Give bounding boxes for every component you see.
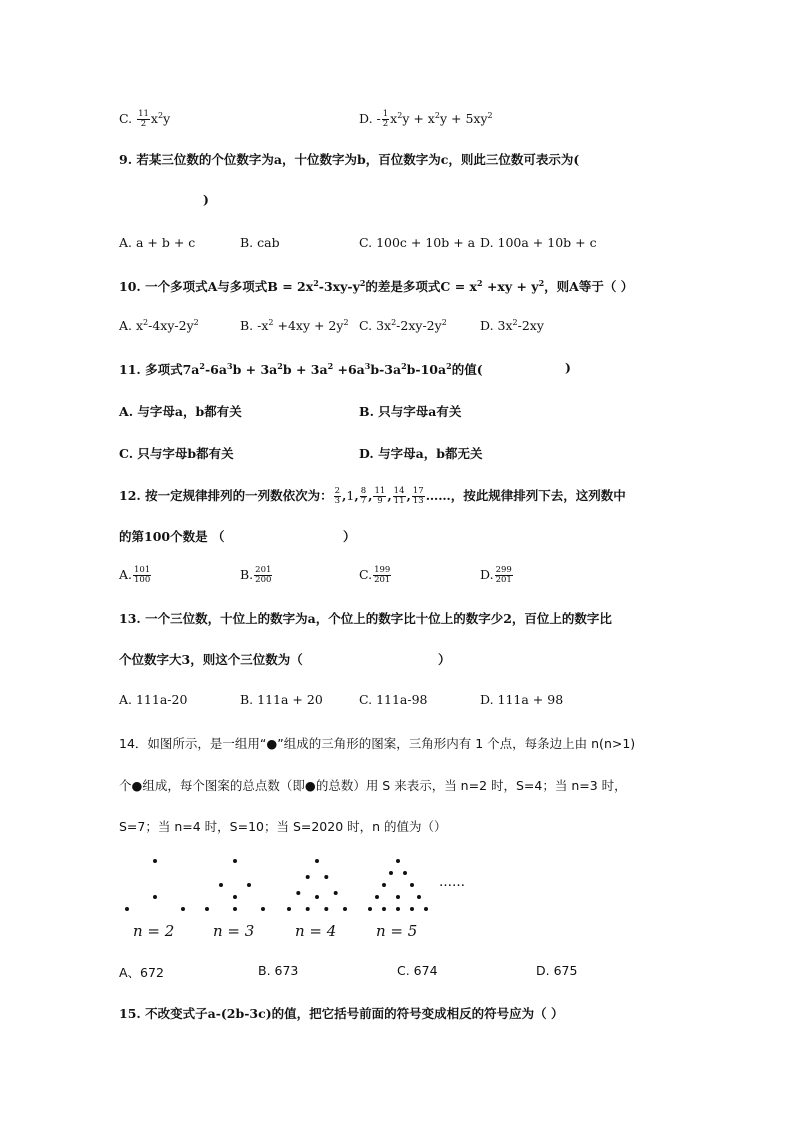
dot-n4-7	[306, 907, 310, 911]
q11-option-d: D. 与字母a，b都无关	[359, 446, 483, 461]
q8-c-fraction: $\frac{11}{2}$	[138, 109, 149, 129]
q9-option-a: A. a + b + c	[119, 235, 196, 250]
q10-option-c: C. $3x^2-2xy-2y^2$	[359, 318, 447, 333]
q8-option-c: C. $\frac{11}{2}$ $x^2y$	[119, 109, 171, 129]
q14-ellipsis: ……	[439, 875, 465, 890]
q12-option-a: A. $\frac{101}{100}$	[119, 565, 151, 585]
dot-n3-5	[233, 907, 237, 911]
q15-stem: 15. 不改变式子a-(2b-3c)的值，把它括号前面的符号变成相反的符号应为（ ）	[119, 1006, 564, 1021]
q10-stem: 10. 一个多项式A与多项式$B = 2x^2-3xy-y^2$的差是多项式$C = x^2 +xy + y^2$，则A等于（ ）	[119, 278, 634, 294]
dot-n3-4	[261, 907, 265, 911]
dot-n4-2	[296, 891, 300, 895]
dot-n5-12	[396, 895, 400, 899]
dot-n5-5	[403, 871, 407, 875]
q11-option-a: A. 与字母a，b都有关	[119, 404, 242, 419]
q13-option-c: C. 111a-98	[359, 692, 428, 707]
q10-option-d: D. $3x^2-2xy$	[480, 318, 544, 333]
dot-n5-9	[382, 907, 386, 911]
q11-close-paren: )	[565, 360, 571, 375]
q12-option-d: D. $\frac{299}{201}$	[480, 565, 512, 585]
q14-line3: S=7；当 n=4 时，S=10；当 S=2020 时，n 的值为（）	[119, 819, 447, 834]
dot-n5-0	[396, 859, 400, 863]
q12-option-c: C. $\frac{199}{201}$	[359, 565, 391, 585]
q14-line2: 个●组成，每个图案的总点数（即●的总数）用 S 来表示，当 n=2 时，S=4；当 n=3 时，	[119, 778, 627, 793]
dot-n5-11	[410, 907, 414, 911]
dot-n2-2	[181, 907, 185, 911]
dot-n5-4	[368, 907, 372, 911]
dot-n4-0	[315, 859, 319, 863]
q9-option-b: B. cab	[240, 235, 280, 250]
q14-option-a: A、672	[119, 965, 164, 980]
dot-n3-1	[219, 883, 223, 887]
dot-n3-3	[247, 883, 251, 887]
dot-n5-3	[375, 895, 379, 899]
dot-n3-2	[205, 907, 209, 911]
q11-stem: 11. 多项式$7a^2-6a^3b + 3a^2b + 3a^2 +6a^3b-3a^2b-10a^2$的值(	[119, 361, 483, 377]
q9-option-d: D. 100a + 10b + c	[480, 235, 597, 250]
q12-line2: 的第100个数是 （	[119, 529, 225, 544]
dot-n4-9	[315, 895, 319, 899]
q12-option-b: B. $\frac{201}{200}$	[240, 565, 272, 585]
dot-n4-6	[343, 907, 347, 911]
dot-patterns	[125, 859, 428, 911]
label-n4: n = 4	[295, 922, 337, 940]
q8-option-d: D. - $\frac{1}{2}$ $x^2y + x^2y + 5xy^2$	[359, 109, 493, 129]
label-n5: n = 5	[376, 922, 418, 940]
dot-n3-0	[233, 859, 237, 863]
q9-close-paren: )	[203, 192, 209, 207]
q10-option-b: B. $-x^2 +4xy + 2y^2$	[240, 318, 349, 333]
q13-close-paren: ）	[438, 652, 451, 667]
dot-n4-4	[324, 875, 328, 879]
q13-option-a: A. 111a-20	[119, 692, 188, 707]
q9-stem: 9. 若某三位数的个位数字为a，十位数字为b，百位数字为c，则此三位数可表示为(	[119, 152, 580, 167]
q13-option-b: B. 111a + 20	[240, 692, 323, 707]
q14-option-d: D. 675	[536, 963, 578, 978]
dot-n2-0	[153, 859, 157, 863]
q14-option-c: C. 674	[397, 963, 438, 978]
dot-n5-2	[382, 883, 386, 887]
q8-d-fraction: $\frac{1}{2}$	[382, 109, 389, 129]
q13-option-d: D. 111a + 98	[480, 692, 564, 707]
dot-n4-8	[324, 907, 328, 911]
dot-n3-6	[233, 895, 237, 899]
dot-n5-6	[410, 883, 414, 887]
q11-option-b: B. 只与字母a有关	[359, 404, 462, 419]
q13-line2: 个位数字大3，则这个三位数为（	[119, 652, 303, 667]
dot-n2-3	[153, 895, 157, 899]
q12-stem: 12. 按一定规律排列的一列数依次为： $\frac{2}{3}$ ,1, $\frac{8}{7}$ , $\frac{11}{9}$ , $\frac{14}{11}$ , $\frac{17}{13}$ ……，按此规律排列下去，这列数中	[119, 486, 626, 506]
q11-option-c: C. 只与字母b都有关	[119, 446, 234, 461]
q14-option-b: B. 673	[258, 963, 299, 978]
q9-option-c: C. 100c + 10b + a	[359, 235, 476, 250]
label-n2: n = 2	[133, 922, 175, 940]
q13-line1: 13. 一个三位数，十位上的数字为a，个位上的数字比十位上的数字少2，百位上的数字比	[119, 611, 612, 626]
dot-n4-1	[306, 875, 310, 879]
dot-n5-10	[396, 907, 400, 911]
dot-n5-7	[417, 895, 421, 899]
dot-n4-5	[334, 891, 338, 895]
q10-option-a: A. $x^2-4xy-2y^2$	[119, 318, 199, 333]
q12-close-paren: ）	[343, 529, 356, 544]
dot-n5-1	[389, 871, 393, 875]
dot-n5-8	[424, 907, 428, 911]
q14-line1: 14．如图所示，是一组用“●”组成的三角形的图案，三角形内有 1 个点，每条边上由 n(n>1)	[119, 736, 636, 751]
dot-n4-3	[287, 907, 291, 911]
label-n3: n = 3	[213, 922, 255, 940]
dot-n2-1	[125, 907, 129, 911]
